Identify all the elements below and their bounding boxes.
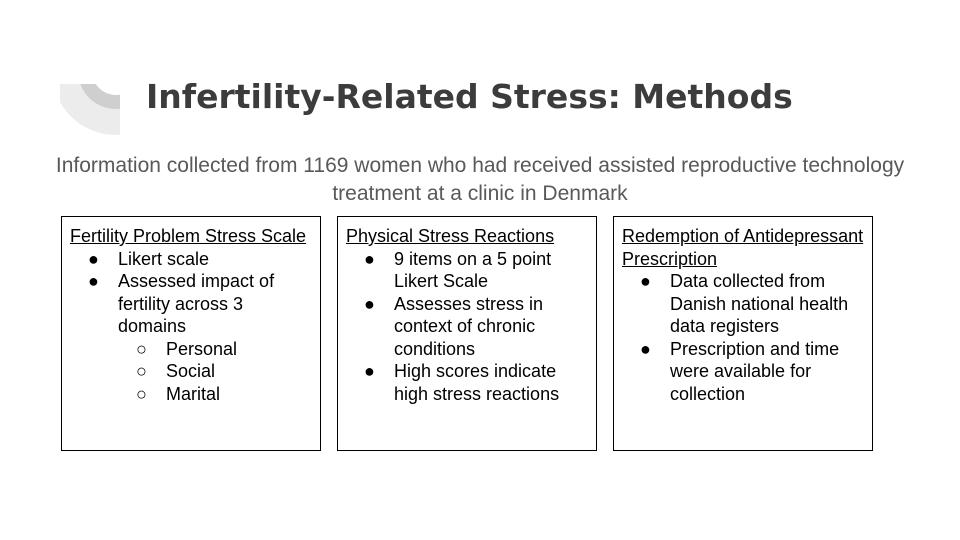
list-item-text: High scores indicate high stress reactions <box>394 361 560 404</box>
filled-bullet-icon: ● <box>88 248 99 269</box>
list-item <box>622 338 864 406</box>
sub-list-item-text: Social <box>166 361 216 381</box>
slide-subtitle: Information collected from 1169 women who had received assisted reproductive technology treatment at a clinic in Denmark <box>55 154 905 205</box>
sub-list-item <box>70 338 312 361</box>
filled-bullet-icon: ● <box>88 271 99 291</box>
list-item <box>622 270 864 338</box>
hollow-bullet-icon: ○ <box>136 361 147 381</box>
filled-bullet-icon: ● <box>640 338 651 359</box>
fertility-problem-stress-scale-box <box>61 216 321 451</box>
sub-list-item-text: Marital <box>166 383 221 404</box>
physical-stress-reactions-box <box>337 216 597 451</box>
list-item-text: Prescription and time were available for collection <box>670 338 840 404</box>
sub-list-item <box>70 383 312 406</box>
filled-bullet-icon: ● <box>640 271 651 291</box>
list-item <box>70 270 312 405</box>
decorative-circle-shape <box>60 72 120 138</box>
filled-bullet-icon: ● <box>364 361 375 381</box>
sub-list-item-text: Personal <box>166 338 238 359</box>
hollow-bullet-icon: ○ <box>136 383 147 404</box>
bullet-list <box>70 248 312 406</box>
list-item-text: 9 items on a 5 point Likert Scale <box>394 248 552 291</box>
list-item-text: Data collected from Danish national health data registers <box>670 271 849 336</box>
antidepressant-prescription-box <box>613 216 873 451</box>
sub-list-item <box>70 360 312 383</box>
bullet-list <box>622 270 864 405</box>
box-heading: Physical Stress Reactions <box>346 226 555 246</box>
list-item <box>346 293 588 361</box>
list-item-text: Likert scale <box>118 248 210 269</box>
box-heading: Fertility Problem Stress Scale <box>70 226 307 246</box>
filled-bullet-icon: ● <box>364 293 375 314</box>
bullet-list <box>346 248 588 406</box>
list-item <box>70 248 312 271</box>
list-item <box>346 360 588 405</box>
box-heading: Redemption of Antidepressant Prescription <box>622 226 864 269</box>
hollow-bullet-icon: ○ <box>136 338 147 359</box>
list-item-text: Assessed impact of fertility across 3 domains <box>118 271 275 336</box>
sub-bullet-list <box>70 338 312 406</box>
list-item-text: Assesses stress in context of chronic conditions <box>394 293 544 359</box>
slide-title: Infertility-Related Stress: Methods <box>146 77 793 116</box>
filled-bullet-icon: ● <box>364 248 375 269</box>
list-item <box>346 248 588 293</box>
